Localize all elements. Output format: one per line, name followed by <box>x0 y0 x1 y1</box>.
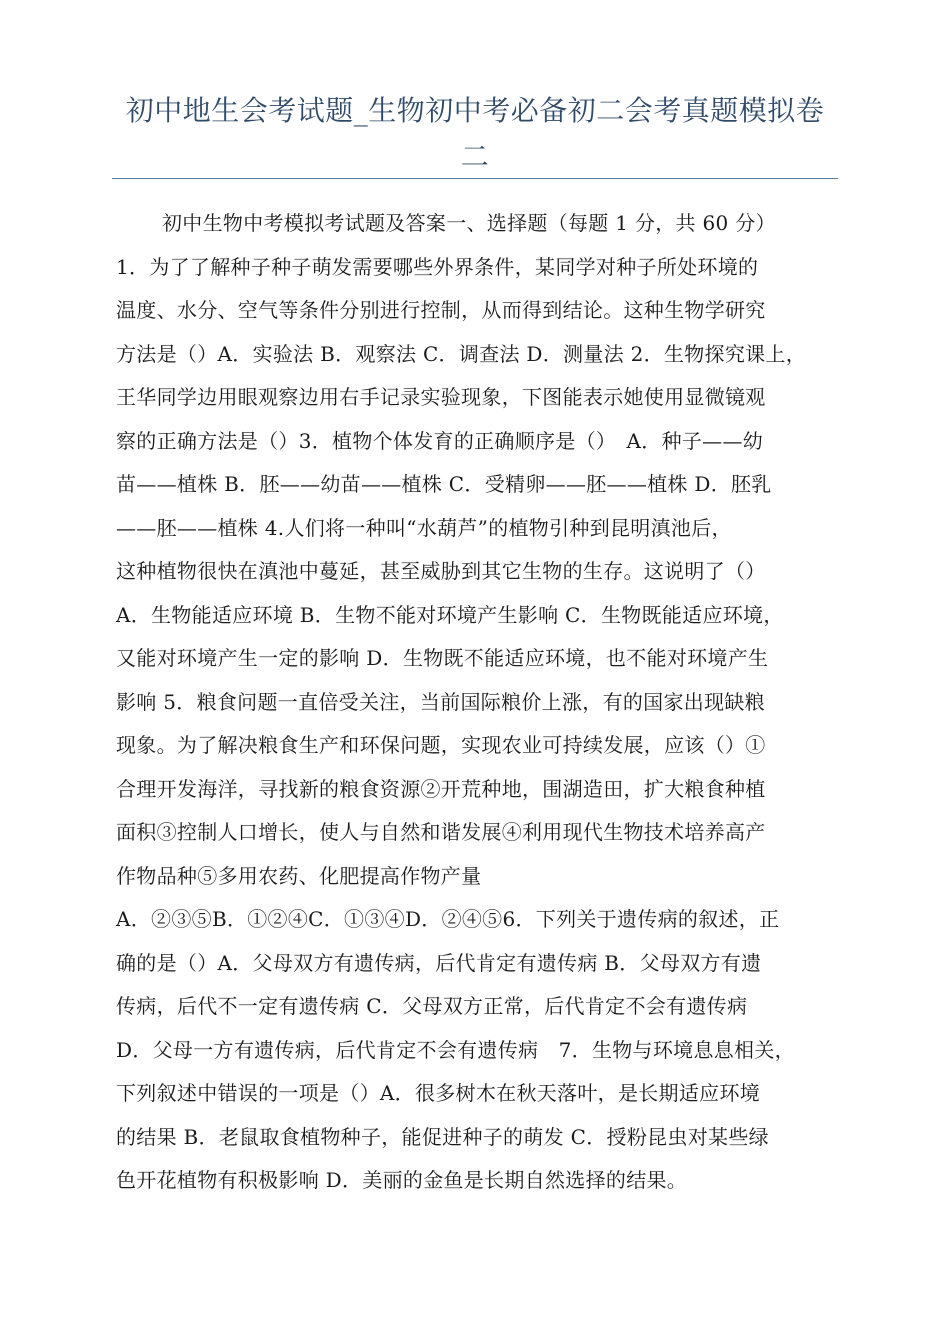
body-line: 下列叙述中错误的一项是（）A．很多树木在秋天落叶，是长期适应环境 <box>116 1081 761 1105</box>
body-line: 初中生物中考模拟考试题及答案一、选择题（每题 1 分，共 60 分） <box>162 211 776 235</box>
body-line: D．父母一方有遗传病，后代肯定不会有遗传病 7．生物与环境息息相关， <box>116 1037 795 1062</box>
body-line: 王华同学边用眼观察边用右手记录实验现象，下图能表示她使用显微镜观 <box>116 385 766 409</box>
body-line: A．②③⑤B．①②④C．①③④D．②④⑤6．下列关于遗传病的叙述，正 <box>116 907 780 931</box>
body-line: 方法是（）A．实验法 B．观察法 C．调查法 D．测量法 2．生物探究课上， <box>116 341 807 366</box>
document-body <box>116 202 836 1203</box>
body-line: 作物品种⑤多用农药、化肥提高作物产量 <box>116 863 482 888</box>
body-line: ——胚——植株 4.人们将一种叫“水葫芦”的植物引种到昆明滇池后， <box>116 515 732 540</box>
page-title-line-1: 初中地生会考试题_生物初中考必备初二会考真题模拟卷 <box>125 94 825 127</box>
body-line: 现象。为了解决粮食生产和环保问题，实现农业可持续发展，应该（）① <box>116 733 766 757</box>
title-divider <box>112 178 838 179</box>
body-line: 合理开发海洋，寻找新的粮食资源②开荒种地，围湖造田，扩大粮食种植 <box>116 776 766 801</box>
body-line: 苗——植株 B．胚——幼苗——植株 C．受精卵——胚——植株 D．胚乳 <box>116 472 772 496</box>
body-line: 又能对环境产生一定的影响 D．生物既不能适应环境，也不能对环境产生 <box>116 646 769 670</box>
body-line: 影响 5．粮食问题一直倍受关注，当前国际粮价上涨，有的国家出现缺粮 <box>116 689 765 714</box>
page-title <box>110 88 840 180</box>
body-line: 确的是（）A．父母双方有遗传病，后代肯定有遗传病 B．父母双方有遗 <box>116 950 762 975</box>
body-line: A．生物能适应环境 B．生物不能对环境产生影响 C．生物既能适应环境， <box>116 602 784 627</box>
body-line: 色开花植物有积极影响 D．美丽的金鱼是长期自然选择的结果。 <box>116 1168 688 1192</box>
body-line: 的结果 B．老鼠取食植物种子，能促进种子的萌发 C．授粉昆虫对某些绿 <box>116 1124 769 1149</box>
body-line: 传病，后代不一定有遗传病 C．父母双方正常，后代肯定不会有遗传病 <box>116 994 748 1018</box>
page-title-line-2: 二 <box>460 140 490 173</box>
body-line: 察的正确方法是（）3．植物个体发育的正确顺序是（） A．种子——幼 <box>116 428 764 453</box>
body-line: 温度、水分、空气等条件分别进行控制，从而得到结论。这种生物学研究 <box>116 298 766 322</box>
body-line: 1．为了了解种子种子萌发需要哪些外界条件，某同学对种子所处环境的 <box>116 254 759 279</box>
body-line: 面积③控制人口增长，使人与自然和谐发展④利用现代生物技术培养高产 <box>116 820 766 844</box>
body-line: 这种植物很快在滇池中蔓延，甚至威胁到其它生物的生存。这说明了（） <box>116 559 766 583</box>
